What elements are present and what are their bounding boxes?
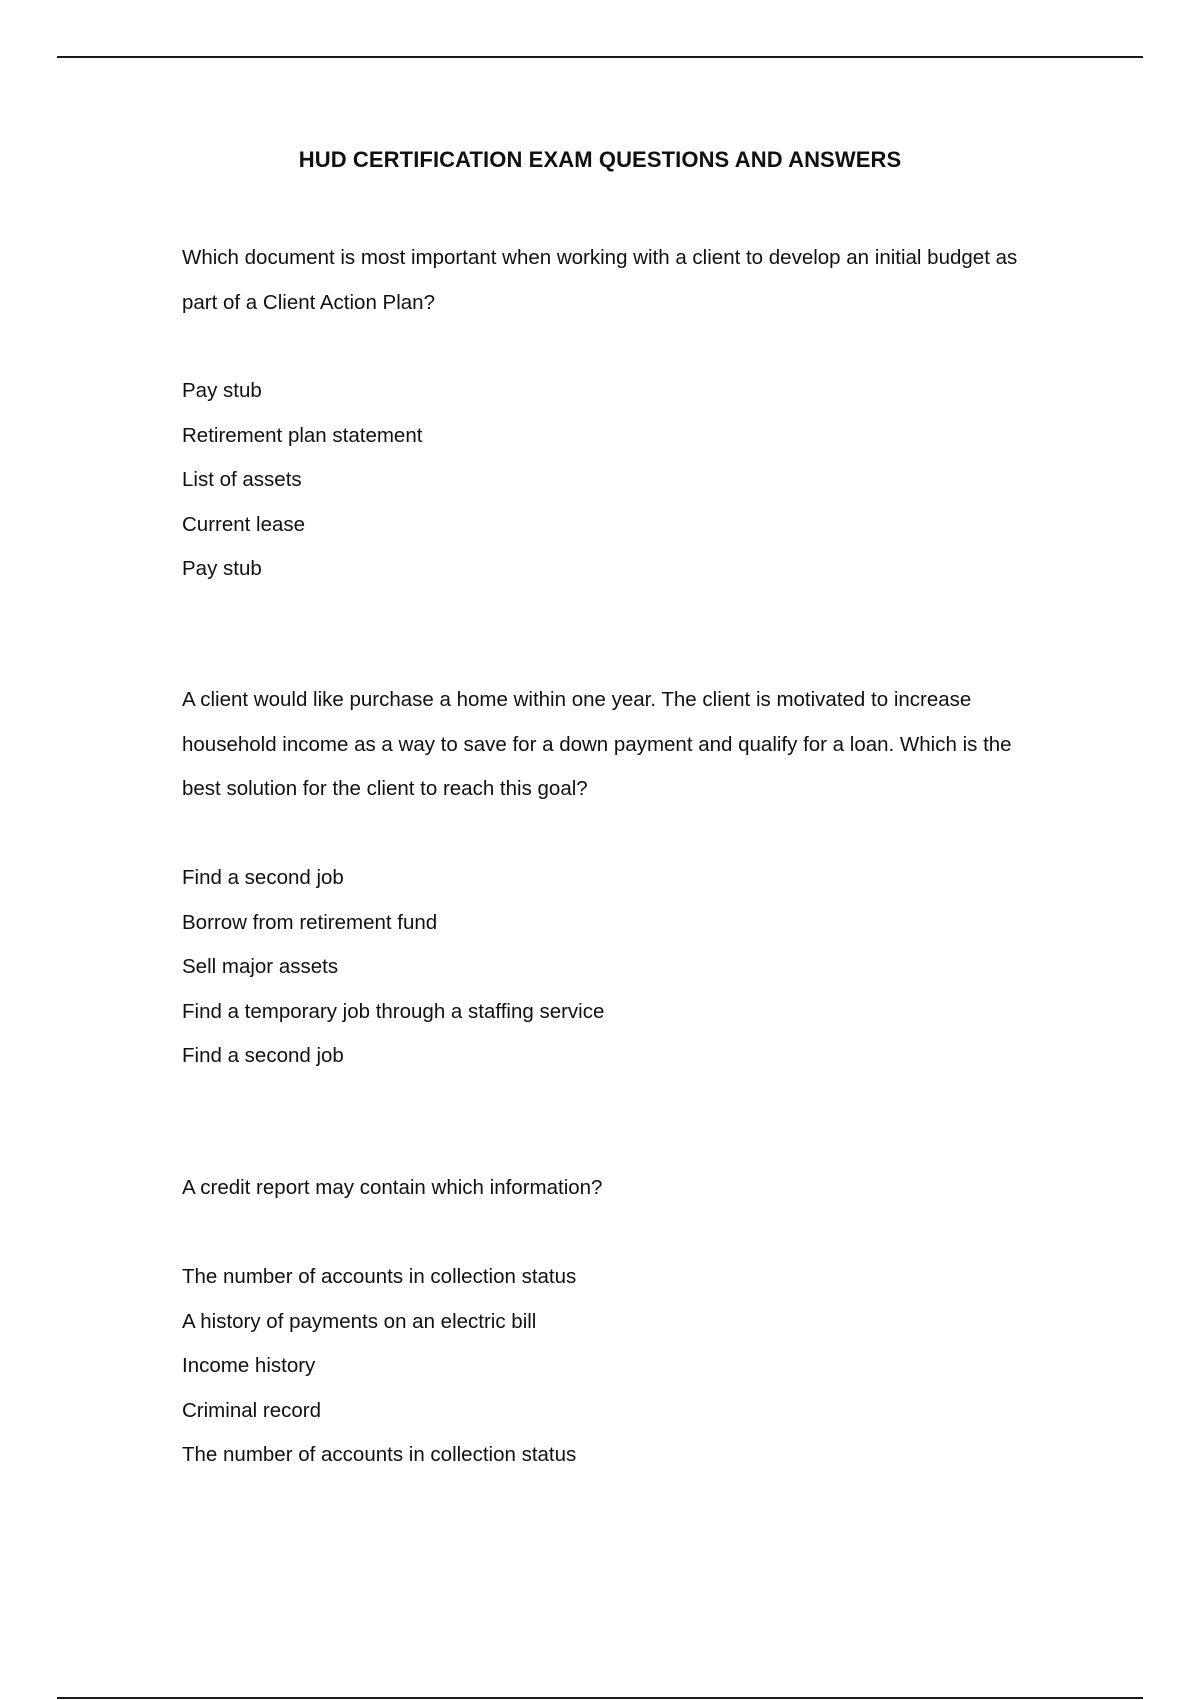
page-title: HUD CERTIFICATION EXAM QUESTIONS AND ANSWERS: [298, 147, 902, 172]
question-1-text: Which document is most important when working with a client to develop an initial budget as part of a Client Action Plan?: [182, 246, 1018, 314]
footer-rule: [57, 1697, 1143, 1699]
question-1-option-3: List of assets: [182, 468, 302, 491]
question-3-option-4: Criminal record: [182, 1398, 321, 1422]
question-2-options: [182, 856, 1042, 1079]
question-2-text: A client would like purchase a home within one year. The client is motivated to increase household income as a way to save for a down payment and qualify for a loan. Which is the best solution for the client to reach this goal?: [182, 688, 1012, 800]
question-3-option-1: The number of accounts in collection status: [182, 1265, 577, 1288]
question-1-option-1: Pay stub: [182, 379, 262, 402]
question-1-option-4: Current lease: [182, 512, 306, 536]
question-2-option-4: Find a temporary job through a staffing service: [182, 999, 605, 1023]
question-2-answer: Find a second job: [182, 1044, 344, 1067]
question-3-option-2: A history of payments on an electric bill: [182, 1309, 537, 1333]
header-rule: [57, 56, 1143, 58]
question-2-option-2: Borrow from retirement fund: [182, 910, 438, 934]
question-3-text: A credit report may contain which information?: [182, 1176, 603, 1199]
question-1-answer: Pay stub: [182, 557, 262, 580]
question-1-option-2: Retirement plan statement: [182, 423, 423, 447]
question-2-option-1: Find a second job: [182, 866, 344, 889]
question-3-answer: The number of accounts in collection status: [182, 1443, 577, 1466]
question-1-options: [182, 369, 1042, 592]
question-3-option-3: Income history: [182, 1354, 316, 1377]
question-2-option-3: Sell major assets: [182, 955, 339, 978]
question-3-options: [182, 1255, 1042, 1478]
